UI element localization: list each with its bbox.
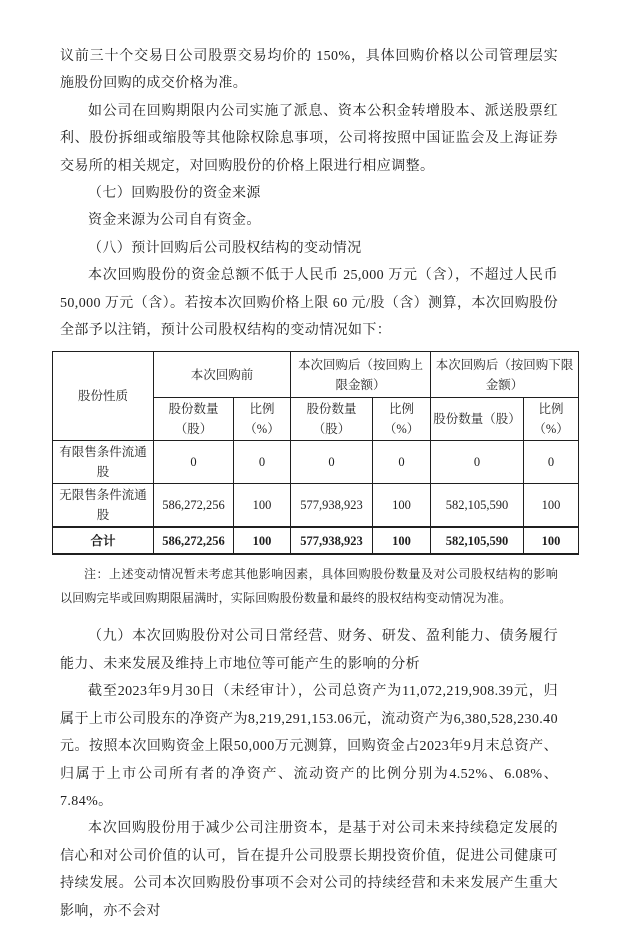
cell-value: 577,938,923 <box>291 484 373 528</box>
table-header-after-upper-limit: 本次回购后（按回购上限金额） <box>291 352 431 398</box>
section-heading-8-equity-change: （八）预计回购后公司股权结构的变动情况 <box>88 240 362 256</box>
table-header-share-nature: 股份性质 <box>53 352 154 441</box>
paragraph-price-continuation: 议前三十个交易日公司股票交易均价的 150%，具体回购价格以公司管理层实施股份回购的成交价格为准。 <box>60 49 558 92</box>
cell-value: 582,105,590 <box>431 527 524 554</box>
equity-structure-table <box>52 351 579 555</box>
table-subheader-quantity: 股份数量（股） <box>431 398 524 441</box>
cell-value: 100 <box>373 484 431 528</box>
cell-value: 577,938,923 <box>291 527 373 554</box>
cell-value: 0 <box>234 441 291 484</box>
paragraph-financial-figures: 截至2023年9月30日（未经审计），公司总资产为11,072,219,908.39元，归属于上市公司股东的净资产为8,219,291,153.06元，流动资产为6,380,528,230.40元。按照本次回购资金上限50,000万元测算，回购资金占2023年9月末总资产、归属于上市公司所有者的净资产、流动资产的比例分别为4.52%、6.08%、7.84%。 <box>60 684 558 809</box>
table-row-unrestricted-shares <box>53 484 579 528</box>
row-label: 有限售条件流通股 <box>53 441 154 484</box>
cell-value: 0 <box>431 441 524 484</box>
cell-value: 100 <box>373 527 431 554</box>
section-heading-7-fund-source: （七）回购股份的资金来源 <box>88 186 261 202</box>
cell-value: 586,272,256 <box>154 484 234 528</box>
cell-value: 100 <box>524 527 579 554</box>
section-heading-9-impact-analysis: （九）本次回购股份对公司日常经营、财务、研发、盈利能力、债务履行能力、未来发展及维持上市地位等可能产生的影响的分析 <box>60 629 558 672</box>
table-header-after-lower-limit: 本次回购后（按回购下限金额） <box>431 352 579 398</box>
table-subheader-ratio: 比例（%） <box>373 398 431 441</box>
paragraph-impact-statement: 本次回购股份用于减少公司注册资本，是基于对公司未来持续稳定发展的信心和对公司价值的认可，旨在提升公司股票长期投资价值，促进公司健康可持续发展。公司本次回购股份事项不会对公司的持续经营和未来发展产生重大影响，亦不会对 <box>60 821 558 919</box>
table-header-before-repurchase: 本次回购前 <box>154 352 291 398</box>
row-label: 合计 <box>53 527 154 554</box>
cell-value: 0 <box>291 441 373 484</box>
table-row-restricted-shares <box>53 441 579 484</box>
cell-value: 100 <box>234 484 291 528</box>
table-subheader-quantity: 股份数量（股） <box>291 398 373 441</box>
table-subheader-ratio: 比例（%） <box>524 398 579 441</box>
table-subheader-quantity: 股份数量（股） <box>154 398 234 441</box>
cell-value: 0 <box>154 441 234 484</box>
row-label: 无限售条件流通股 <box>53 484 154 528</box>
table-footnote: 注：上述变动情况暂未考虑其他影响因素，具体回购股份数量及对公司股权结构的影响以回购完毕或回购期限届满时，实际回购股份数量和最终的股权结构变动情况为准。 <box>60 567 558 606</box>
paragraph-price-adjustment: 如公司在回购期限内公司实施了派息、资本公积金转增股本、派送股票红利、股份拆细或缩股等其他除权除息事项，公司将按照中国证监会及上海证券交易所的相关规定，对回购股份的价格上限进行相应调整。 <box>60 103 558 174</box>
paragraph-fund-source: 资金来源为公司自有资金。 <box>88 213 261 229</box>
table-subheader-ratio: 比例（%） <box>234 398 291 441</box>
cell-value: 100 <box>524 484 579 528</box>
cell-value: 586,272,256 <box>154 527 234 554</box>
table-row-total <box>53 527 579 554</box>
paragraph-repurchase-amount: 本次回购股份的资金总额不低于人民币 25,000 万元（含），不超过人民币 50,000 万元（含）。若按本次回购价格上限 60 元/股（含）测算，本次回购股份全部予以注销，预计公司股权结构的变动情况如下： <box>60 268 558 339</box>
cell-value: 0 <box>524 441 579 484</box>
cell-value: 582,105,590 <box>431 484 524 528</box>
cell-value: 0 <box>373 441 431 484</box>
table-header-group-row <box>53 352 579 398</box>
cell-value: 100 <box>234 527 291 554</box>
